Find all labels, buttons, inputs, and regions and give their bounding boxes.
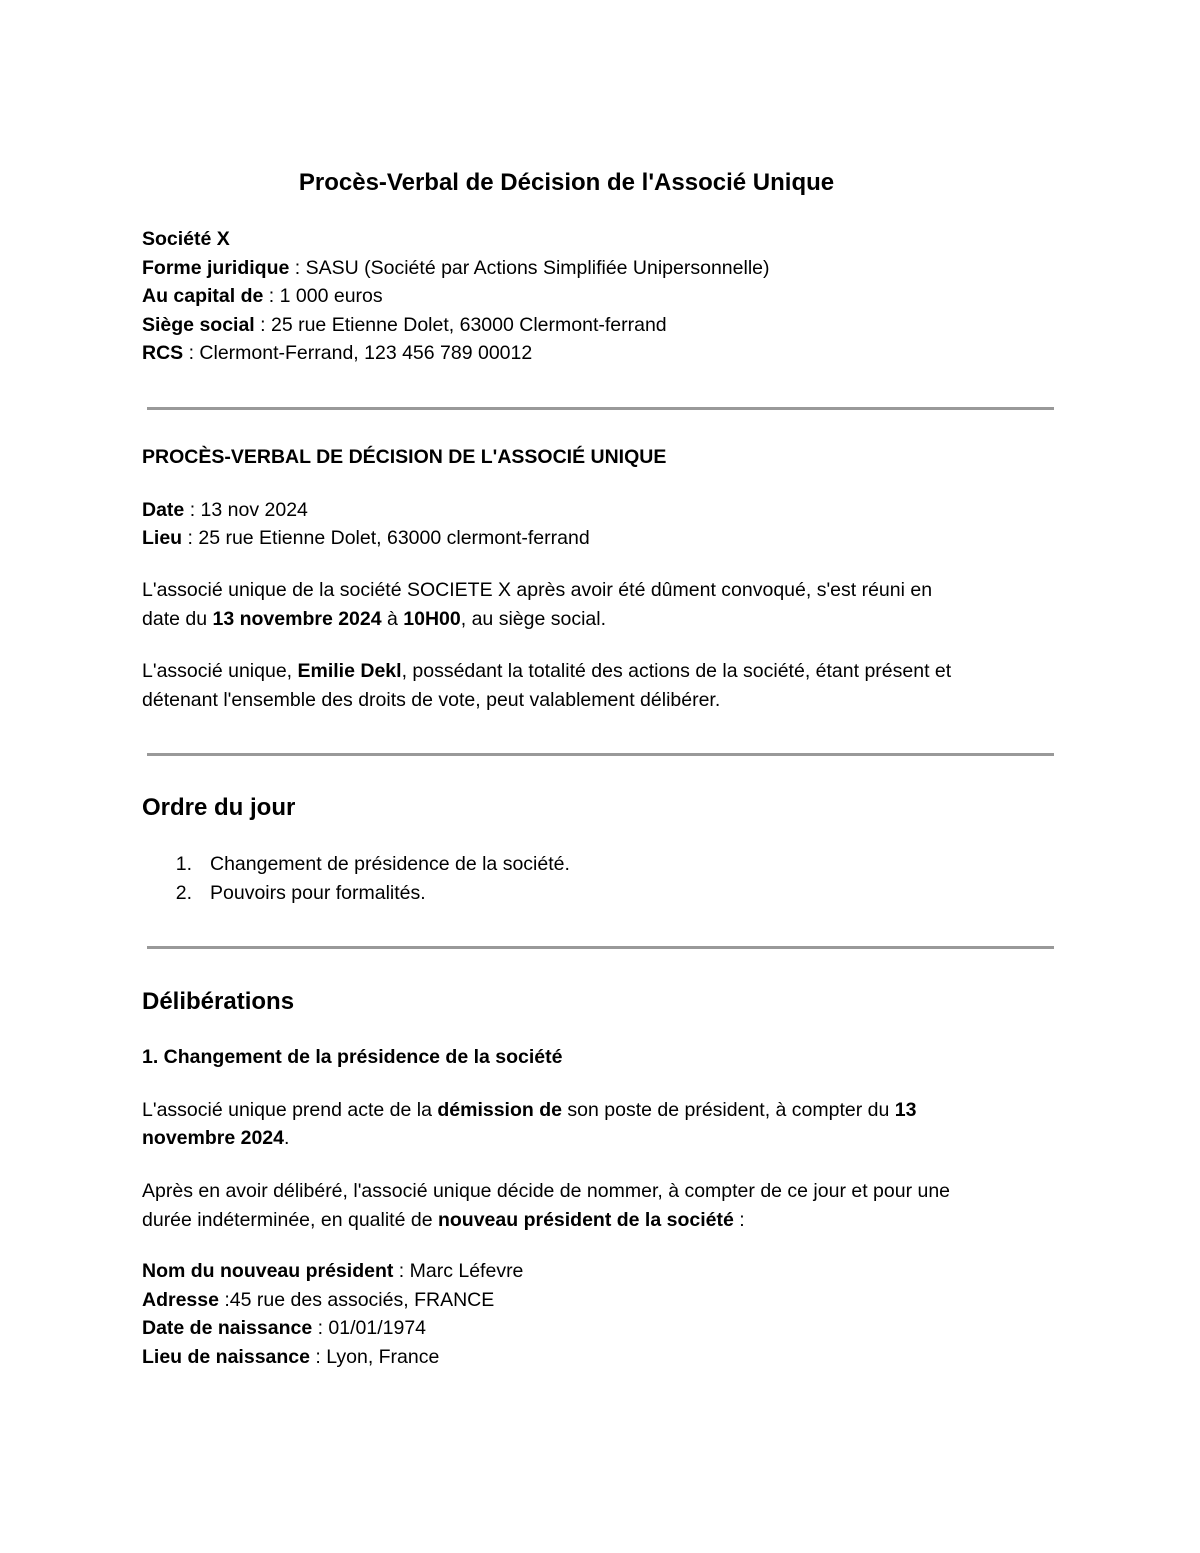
- emphasis: 13: [894, 1099, 917, 1121]
- text: à: [381, 608, 404, 630]
- divider: [147, 946, 1054, 949]
- siege-label: Siège social: [142, 314, 255, 336]
- pv-lieu-line: [142, 524, 590, 552]
- deliberation-subheading-text: 1. Changement de la présidence de la société: [142, 1046, 563, 1068]
- field-label: Date de naissance: [142, 1317, 313, 1339]
- emphasis: nouveau président de la société: [437, 1209, 734, 1231]
- text: date du: [142, 608, 213, 630]
- text: :: [733, 1209, 745, 1231]
- pv-date-line: [142, 496, 308, 524]
- field-label: Nom du nouveau président: [142, 1260, 394, 1282]
- ordre-list-item: [142, 879, 426, 907]
- associate-name: Emilie Dekl: [297, 660, 402, 682]
- pv-paragraph-1-line-1: L'associé unique de la société SOCIETE X après avoir été dûment convoqué, s'est réuni en: [142, 579, 933, 601]
- meeting-date: 13 novembre 2024: [212, 608, 382, 630]
- divider: [147, 753, 1054, 756]
- new-president-name-line: [142, 1257, 523, 1285]
- field-label: Adresse: [142, 1289, 219, 1311]
- ordre-list-item: [142, 850, 570, 878]
- pv-lieu-label: Lieu: [142, 527, 183, 549]
- new-president-birthplace-line: [142, 1343, 439, 1371]
- pv-paragraph-2-line-1: [142, 657, 951, 685]
- list-item-number: 2.: [175, 882, 192, 904]
- company-name-text: Société X: [142, 228, 230, 250]
- ordre-heading: Ordre du jour: [142, 794, 296, 821]
- forme-juridique-label: Forme juridique: [142, 257, 290, 279]
- pv-heading-text: PROCÈS-VERBAL DE DÉCISION DE L'ASSOCIÉ UNIQUE: [142, 446, 667, 468]
- siege-value: : 25 rue Etienne Dolet, 63000 Clermont-ferrand: [254, 314, 667, 336]
- emphasis: novembre 2024: [142, 1127, 284, 1149]
- pv-lieu-value: : 25 rue Etienne Dolet, 63000 clermont-ferrand: [182, 527, 590, 549]
- text: son poste de président, à compter du: [561, 1099, 895, 1121]
- capital-line: [142, 282, 383, 310]
- field-label: Lieu de naissance: [142, 1346, 310, 1368]
- new-president-birthdate-line: [142, 1314, 426, 1342]
- text: , au siège social.: [460, 608, 607, 630]
- deliberation-paragraph-2-line-1: Après en avoir délibéré, l'associé unique décide de nommer, à compter de ce jour et pour une: [142, 1180, 951, 1202]
- text: durée indéterminée, en qualité de: [142, 1209, 438, 1231]
- field-value: : 01/01/1974: [312, 1317, 427, 1339]
- divider: [147, 407, 1054, 410]
- pv-date-label: Date: [142, 499, 185, 521]
- forme-juridique-line: [142, 254, 770, 282]
- forme-juridique-value: : SASU (Société par Actions Simplifiée Unipersonnelle): [289, 257, 770, 279]
- deliberations-heading: Délibérations: [142, 988, 295, 1015]
- rcs-value: : Clermont-Ferrand, 123 456 789 00012: [183, 342, 533, 364]
- emphasis: démission de: [437, 1099, 562, 1121]
- new-president-address-line: [142, 1286, 494, 1314]
- deliberation-paragraph-1-line-1: [142, 1096, 916, 1124]
- text: , possédant la totalité des actions de la société, étant présent et: [401, 660, 952, 682]
- list-item-text: Pouvoirs pour formalités.: [210, 882, 426, 904]
- deliberation-paragraph-1-line-2: [142, 1124, 289, 1152]
- deliberation-subheading: [142, 1043, 563, 1071]
- text: L'associé unique prend acte de la: [142, 1099, 438, 1121]
- text: .: [284, 1127, 290, 1149]
- siege-line: [142, 311, 667, 339]
- field-value: : Lyon, France: [310, 1346, 440, 1368]
- field-value: :45 rue des associés, FRANCE: [218, 1289, 495, 1311]
- document-title: Procès-Verbal de Décision de l'Associé Unique: [298, 169, 835, 196]
- pv-paragraph-1-line-2: [142, 605, 606, 633]
- pv-heading: [142, 443, 666, 471]
- field-value: : Marc Léfevre: [393, 1260, 524, 1282]
- company-name: [142, 225, 230, 253]
- rcs-line: [142, 339, 532, 367]
- deliberation-paragraph-2-line-2: [142, 1206, 745, 1234]
- meeting-time: 10H00: [403, 608, 461, 630]
- capital-label: Au capital de: [142, 285, 264, 307]
- rcs-label: RCS: [142, 342, 184, 364]
- pv-date-value: : 13 nov 2024: [184, 499, 308, 521]
- pv-paragraph-2-line-2: détenant l'ensemble des droits de vote, peut valablement délibérer.: [142, 689, 721, 711]
- list-item-text: Changement de présidence de la société.: [210, 853, 570, 875]
- list-item-number: 1.: [175, 853, 192, 875]
- text: L'associé unique,: [142, 660, 298, 682]
- capital-value: : 1 000 euros: [263, 285, 383, 307]
